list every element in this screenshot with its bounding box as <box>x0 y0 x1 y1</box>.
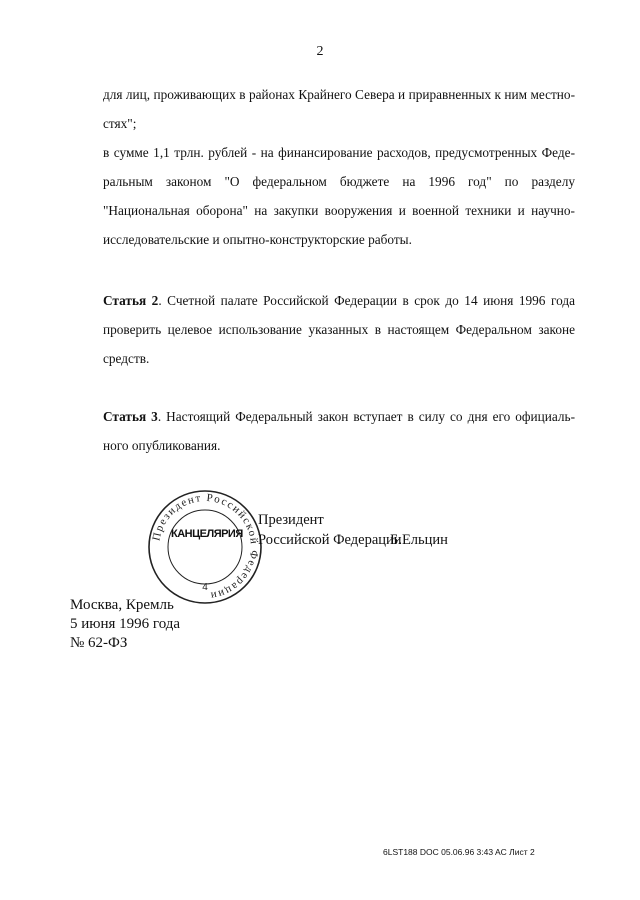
article-3-label: Статья 3 <box>103 409 158 424</box>
seal-ring-text: Президент Российской Федерации <box>150 491 261 602</box>
paragraph-budget-text: в сумме 1,1 трлн. рублей - на финансирование расходов, предусмотренных Феде-ральным законом "О федеральном бюджете на 1996 год" по разделу "Национальная оборона" на закупки вооружения и военной техники и научно-исследовательские и опытно-конструкторские работы. <box>103 145 575 247</box>
paragraph-continuation: для лиц, проживающих в районах Крайнего Севера и приравненных к ним местно-стях"; <box>103 87 575 131</box>
official-seal <box>146 488 264 606</box>
paragraph-budget <box>103 138 575 254</box>
signer-name: Б.Ельцин <box>390 532 448 548</box>
article-2 <box>103 286 575 373</box>
law-number: № 62-ФЗ <box>70 635 128 651</box>
article-3 <box>103 402 575 460</box>
signature-title-line2: Российской Федерации <box>258 532 402 548</box>
place-city: Москва, Кремль <box>70 597 174 613</box>
article-2-text: . Счетной палате Российской Федерации в срок до 14 июня 1996 года проверить целевое использование указанных в настоящем Федеральном законе средств. <box>103 293 575 366</box>
page-number: 2 <box>316 44 324 59</box>
seal-number: 4 <box>202 582 208 593</box>
footer-file-info: 6LST188 DOC 05.06.96 3:43 AC Лист 2 <box>383 847 535 857</box>
seal-center-text: КАНЦЕЛЯРИЯ <box>171 528 243 540</box>
place-date: 5 июня 1996 года <box>70 616 181 632</box>
article-2-label: Статья 2 <box>103 293 159 308</box>
signature-title-line1: Президент <box>258 512 324 528</box>
place-date-block <box>70 596 180 653</box>
article-3-text: . Настоящий Федеральный закон вступает в силу со дня его официаль-ного опубликования. <box>103 409 576 453</box>
